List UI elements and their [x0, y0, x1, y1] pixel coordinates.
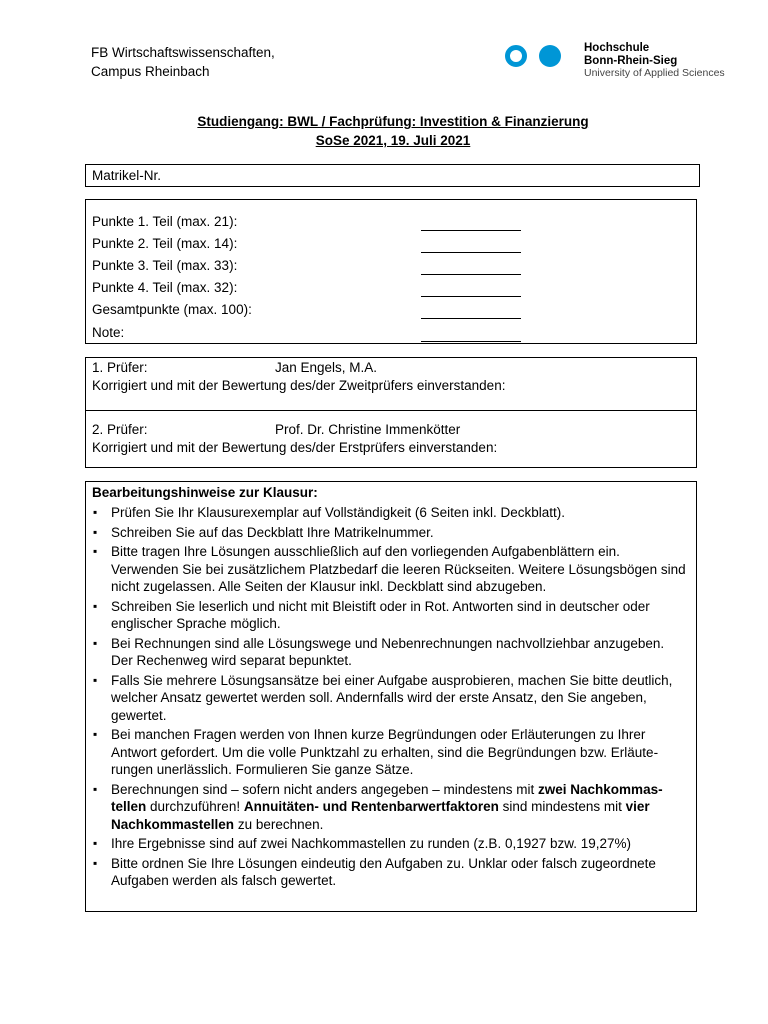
examiner-2-label: 2. Prüfer:	[92, 422, 148, 437]
matrikel-field[interactable]	[85, 164, 700, 187]
points-row-2-blank[interactable]	[421, 240, 521, 253]
examiner-2-note: Korrigiert und mit der Bewertung des/der Erstprüfers einverstanden:	[92, 440, 498, 455]
rich-text-bold: vier Nachkommastellen	[111, 799, 650, 832]
department-line-2: Campus Rheinbach	[91, 64, 210, 79]
rich-text-part: durchzuführen!	[146, 799, 244, 814]
list-item: ▪ Prüfen Sie Ihr Klausurexemplar auf Vollständigkeit (6 Seiten inkl. Deckblatt).	[86, 504, 686, 522]
rich-text-part: Berechnungen sind – sofern nicht anders angegeben – mindestens mit	[111, 781, 539, 797]
examiner-2-name: Prof. Dr. Christine Immenkötter	[275, 422, 461, 437]
list-item: ▪ Schreiben Sie auf das Deckblatt Ihre Matrikelnummer.	[86, 524, 686, 542]
examiner-1-name: Jan Engels, M.A.	[275, 360, 378, 375]
rich-text-bold: Annuitäten- und Rentenbarwertfaktoren	[243, 799, 499, 814]
list-item: ▪ Bitte tragen Ihre Lösungen ausschließlich auf den vorliegenden Aufgabenblättern ein. Verwenden Sie bei zusätzlichem Platzbedarf die leeren Rückseiten. Weitere Lösungsbögen sind nicht zugelassen. Alle Seiten der Klausur inkl. Deckblatt sind abzugeben.	[86, 543, 686, 596]
points-row-4-blank[interactable]	[421, 284, 521, 297]
points-row-3-blank[interactable]	[421, 262, 521, 275]
rich-text-part: zu berechnen.	[234, 816, 324, 832]
examiner-divider	[86, 410, 696, 411]
examiner-1-note: Korrigiert und mit der Bewertung des/der Zweitprüfers einverstanden:	[92, 378, 506, 393]
points-row-2-label: Punkte 2. Teil (max. 14):	[92, 236, 238, 251]
list-item: ▪ Ihre Ergebnisse sind auf zwei Nachkommastellen zu runden (z.B. 0,1927 bzw. 19,27%)	[86, 835, 686, 853]
logo-circles-icon	[504, 44, 568, 70]
list-item: ▪ Falls Sie mehrere Lösungsansätze bei einer Aufgabe ausprobieren, machen Sie bitte deutlich, welcher Ansatz gewertet werden soll. Andernfalls wird der erste Ansatz, den Sie angeben, gewertet.	[86, 672, 686, 725]
department-line-1: FB Wirtschaftswissenschaften,	[91, 45, 275, 60]
logo-line-2: Bonn-Rhein-Sieg	[584, 54, 678, 67]
logo-text	[584, 42, 764, 80]
instructions-heading: Bearbeitungshinweise zur Klausur:	[92, 485, 318, 500]
examiner-box	[85, 357, 697, 468]
points-row-total-label: Gesamtpunkte (max. 100):	[92, 302, 252, 317]
list-item	[86, 781, 686, 834]
logo-line-1: Hochschule	[584, 42, 650, 54]
points-row-grade-blank[interactable]	[421, 329, 521, 342]
points-row-4-label: Punkte 4. Teil (max. 32):	[92, 280, 238, 295]
points-row-1-label: Punkte 1. Teil (max. 21):	[92, 214, 238, 229]
points-row-1-blank[interactable]	[421, 218, 521, 231]
instructions-list	[86, 504, 686, 892]
examiner-1-label: 1. Prüfer:	[92, 360, 148, 375]
logo-line-3: University of Applied Sciences	[584, 67, 725, 79]
exam-title-line-2: SoSe 2021, 19. Juli 2021	[315, 133, 471, 148]
exam-title-line-1: Studiengang: BWL / Fachprüfung: Investition & Finanzierung	[197, 114, 589, 129]
list-item: ▪ Bei manchen Fragen werden von Ihnen kurze Begründungen oder Erläuterungen zu Ihrer Antwort gefordert. Um die volle Punktzahl zu erhalten, sind die Begründungen bzw. Erläute-rungen unerlässlich. Formulieren Sie ganze Sätze.	[86, 726, 686, 779]
matrikel-label: Matrikel-Nr.	[92, 168, 162, 183]
rich-text-bold: zwei Nachkommas-tellen	[111, 781, 663, 814]
points-row-3-label: Punkte 3. Teil (max. 33):	[92, 258, 238, 273]
list-item: ▪ Bei Rechnungen sind alle Lösungswege und Nebenrechnungen nachvollziehbar anzugeben. Der Rechenweg wird separat bepunktet.	[86, 635, 686, 670]
exam-instructions	[85, 481, 697, 912]
points-table	[85, 199, 697, 344]
department-header	[91, 43, 275, 81]
exam-title	[0, 112, 768, 150]
list-item: ▪ Bitte ordnen Sie Ihre Lösungen eindeutig den Aufgaben zu. Unklar oder falsch zugeordnete Aufgaben werden als falsch gewertet.	[86, 855, 686, 890]
list-item: ▪ Schreiben Sie leserlich und nicht mit Bleistift oder in Rot. Antworten sind in deutscher oder englischer Sprache möglich.	[86, 598, 686, 633]
rich-text-part: sind mindestens mit	[498, 799, 626, 814]
points-row-total-blank[interactable]	[421, 306, 521, 319]
points-row-grade-label: Note:	[92, 325, 125, 340]
